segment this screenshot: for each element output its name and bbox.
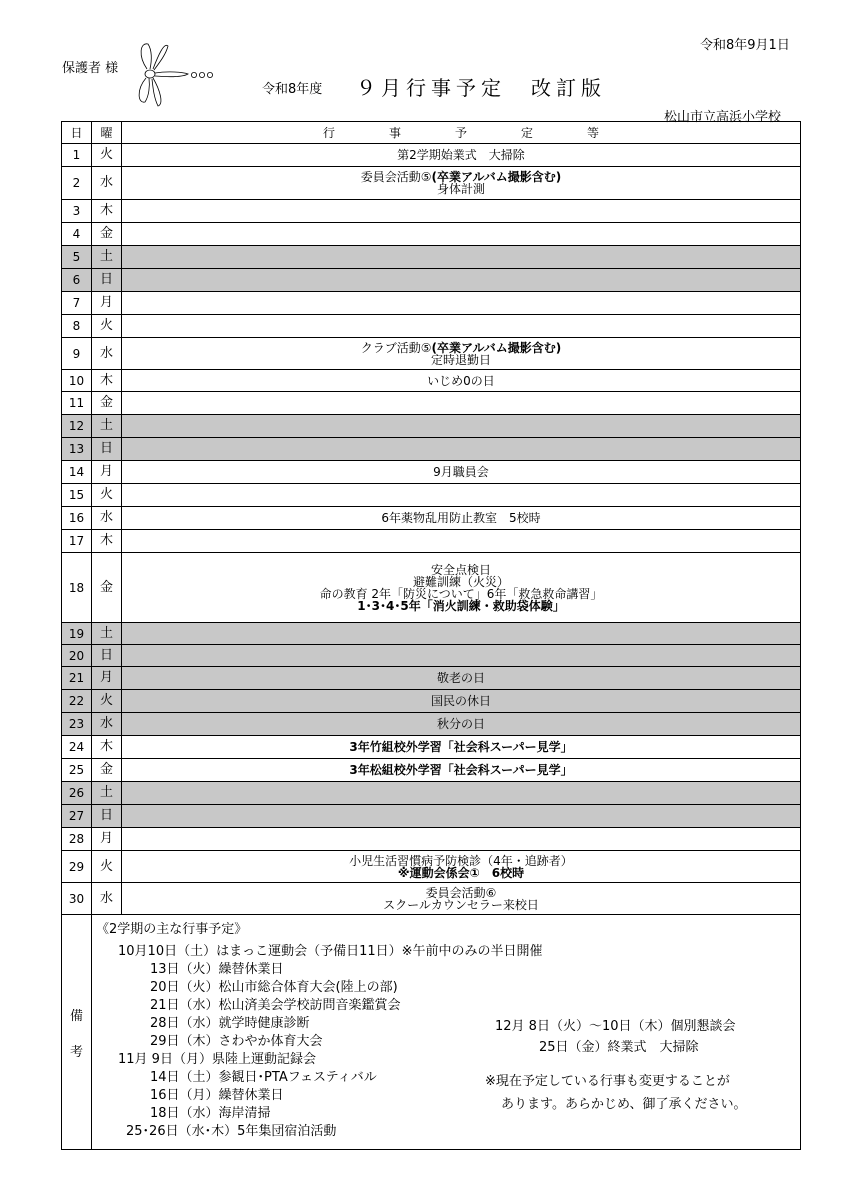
weekday-cell: 月	[92, 828, 122, 851]
table-row	[62, 759, 801, 782]
events-cell	[122, 883, 801, 915]
events-cell	[122, 246, 801, 269]
weekday-cell: 土	[92, 415, 122, 438]
remark-left-line: 29日（木）さわやか体育大会	[150, 1034, 323, 1049]
document-date: 令和8年9月1日	[700, 38, 790, 53]
table-row	[62, 828, 801, 851]
day-cell: 19	[62, 623, 92, 645]
weekday-cell: 日	[92, 805, 122, 828]
events-cell	[122, 530, 801, 553]
day-cell: 20	[62, 645, 92, 667]
events-cell	[122, 370, 801, 392]
remarks-title: 《2学期の主な行事予定》	[96, 922, 248, 937]
day-cell: 10	[62, 370, 92, 392]
table-row	[62, 690, 801, 713]
weekday-cell: 火	[92, 690, 122, 713]
event-line	[122, 466, 800, 478]
event-text: 6年薬物乱用防止教室 5校時	[381, 511, 541, 525]
event-line	[122, 512, 800, 524]
day-cell: 7	[62, 292, 92, 315]
weekday-cell: 月	[92, 461, 122, 484]
events-cell	[122, 805, 801, 828]
events-cell	[122, 292, 801, 315]
day-cell: 28	[62, 828, 92, 851]
weekday-cell: 水	[92, 883, 122, 915]
events-cell	[122, 851, 801, 883]
events-cell	[122, 167, 801, 200]
event-suffix: (卒業アルバム撮影含む)	[431, 340, 562, 355]
event-text: 1･3･4･5年「消火訓練・救助袋体験」	[357, 598, 565, 613]
day-cell: 4	[62, 223, 92, 246]
events-cell	[122, 461, 801, 484]
remark-right-line: あります。あらかじめ、御了承ください。	[501, 1097, 747, 1112]
event-text: いじめ0の日	[427, 373, 495, 388]
table-row	[62, 292, 801, 315]
schedule-table	[61, 121, 801, 915]
events-cell	[122, 507, 801, 530]
weekday-cell: 木	[92, 200, 122, 223]
event-text: 避難訓練（火災）	[412, 574, 509, 589]
weekday-cell: 火	[92, 315, 122, 338]
event-line	[122, 867, 800, 879]
remarks-section	[61, 911, 801, 1150]
day-cell: 14	[62, 461, 92, 484]
event-text: 小児生活習慣病予防検診（4年・追跡者）	[349, 853, 573, 868]
table-row	[62, 530, 801, 553]
day-cell: 2	[62, 167, 92, 200]
events-cell	[122, 690, 801, 713]
day-cell: 30	[62, 883, 92, 915]
weekday-cell: 土	[92, 623, 122, 645]
table-row	[62, 392, 801, 415]
day-cell: 12	[62, 415, 92, 438]
weekday-cell: 日	[92, 438, 122, 461]
events-cell	[122, 438, 801, 461]
weekday-cell: 金	[92, 759, 122, 782]
event-text: 9月職員会	[433, 465, 489, 479]
remark-left-line: 28日（水）就学時健康診断	[150, 1016, 310, 1031]
weekday-cell: 金	[92, 553, 122, 623]
event-line	[122, 718, 800, 730]
day-cell: 26	[62, 782, 92, 805]
table-row	[62, 269, 801, 292]
recipient-label: 保護者 様	[62, 61, 119, 76]
event-text: 3年松組校外学習「社会科スーパー見学」	[349, 763, 573, 777]
events-cell	[122, 782, 801, 805]
table-row	[62, 315, 801, 338]
weekday-cell: 土	[92, 782, 122, 805]
event-line	[122, 375, 800, 387]
day-cell: 25	[62, 759, 92, 782]
events-cell	[122, 828, 801, 851]
event-line	[122, 354, 800, 366]
table-row	[62, 553, 801, 623]
table-row	[62, 223, 801, 246]
events-cell	[122, 144, 801, 167]
fiscal-year: 令和8年度	[262, 82, 323, 97]
day-cell: 22	[62, 690, 92, 713]
weekday-cell: 火	[92, 484, 122, 507]
event-text: 秋分の日	[436, 717, 485, 731]
remarks-label: 備 考	[62, 911, 92, 1149]
event-text: 3年竹組校外学習「社会科スーパー見学」	[349, 740, 573, 754]
events-cell	[122, 623, 801, 645]
remark-left-line: 16日（月）繰替休業日	[150, 1088, 284, 1103]
day-cell: 27	[62, 805, 92, 828]
weekday-cell: 水	[92, 507, 122, 530]
table-row	[62, 645, 801, 667]
table-row	[62, 338, 801, 370]
day-cell: 9	[62, 338, 92, 370]
remark-left-line: 11月 9日（月）県陸上運動記録会	[118, 1052, 316, 1067]
event-text: 敬老の日	[436, 671, 485, 685]
event-text: 委員会活動⑤	[360, 170, 432, 184]
table-row	[62, 461, 801, 484]
event-line	[122, 183, 800, 195]
weekday-cell: 日	[92, 645, 122, 667]
weekday-cell: 月	[92, 667, 122, 690]
remark-left-line: 13日（火）繰替休業日	[150, 962, 284, 977]
events-cell	[122, 736, 801, 759]
remark-left-line: 21日（水）松山済美会学校訪問音楽鑑賞会	[150, 998, 401, 1013]
day-cell: 16	[62, 507, 92, 530]
table-row	[62, 438, 801, 461]
day-cell: 1	[62, 144, 92, 167]
events-cell	[122, 553, 801, 623]
table-row	[62, 736, 801, 759]
events-cell	[122, 713, 801, 736]
day-cell: 23	[62, 713, 92, 736]
event-text: 身体計測	[436, 182, 485, 196]
event-line	[122, 672, 800, 684]
event-text: スクールカウンセラー来校日	[383, 897, 539, 912]
header-weekday: 曜	[92, 122, 122, 144]
day-cell: 29	[62, 851, 92, 883]
header-events: 行 事 予 定 等	[122, 122, 801, 144]
events-cell	[122, 645, 801, 667]
remark-left-line: 10月10日（土）はまっこ運動会（予備日11日）※午前中のみの半日開催	[118, 944, 543, 959]
table-row	[62, 144, 801, 167]
header-day: 日	[62, 122, 92, 144]
events-cell	[122, 200, 801, 223]
table-row	[62, 713, 801, 736]
event-text: 委員会活動⑥	[425, 885, 497, 900]
remark-left-line: 18日（水）海岸清掃	[150, 1106, 271, 1121]
events-cell	[122, 484, 801, 507]
table-row	[62, 246, 801, 269]
table-header-row	[62, 122, 801, 144]
event-line	[122, 741, 800, 753]
events-cell	[122, 338, 801, 370]
event-text: ※運動会係会① 6校時	[397, 865, 525, 880]
events-cell	[122, 223, 801, 246]
events-cell	[122, 269, 801, 292]
event-line	[122, 899, 800, 911]
event-line	[122, 600, 800, 612]
event-line	[122, 764, 800, 776]
weekday-cell: 金	[92, 223, 122, 246]
remark-left-line: 25･26日（水･木）5年集団宿泊活動	[126, 1124, 337, 1139]
event-suffix: (卒業アルバム撮影含む)	[431, 170, 562, 184]
weekday-cell: 金	[92, 392, 122, 415]
weekday-cell: 月	[92, 292, 122, 315]
school-name: 松山市立高浜小学校	[664, 110, 782, 125]
table-row	[62, 782, 801, 805]
day-cell: 15	[62, 484, 92, 507]
day-cell: 3	[62, 200, 92, 223]
day-cell: 24	[62, 736, 92, 759]
table-row	[62, 507, 801, 530]
event-text: 命の教育 2年「防災について」6年「救急救命講習」	[319, 586, 603, 601]
events-cell	[122, 315, 801, 338]
weekday-cell: 水	[92, 167, 122, 200]
event-line	[122, 695, 800, 707]
day-cell: 6	[62, 269, 92, 292]
day-cell: 5	[62, 246, 92, 269]
weekday-cell: 日	[92, 269, 122, 292]
remark-left-line: 20日（火）松山市総合体育大会(陸上の部)	[150, 980, 398, 995]
weekday-cell: 土	[92, 246, 122, 269]
event-line	[122, 149, 800, 161]
table-row	[62, 167, 801, 200]
day-cell: 18	[62, 553, 92, 623]
table-row	[62, 200, 801, 223]
events-cell	[122, 759, 801, 782]
page-title: ９月行事予定 改訂版	[356, 76, 606, 100]
weekday-cell: 水	[92, 713, 122, 736]
table-row	[62, 484, 801, 507]
day-cell: 17	[62, 530, 92, 553]
day-cell: 13	[62, 438, 92, 461]
table-row	[62, 415, 801, 438]
remark-right-line: ※現在予定している行事も変更することが	[485, 1074, 730, 1089]
table-row	[62, 805, 801, 828]
weekday-cell: 木	[92, 530, 122, 553]
weekday-cell: 火	[92, 144, 122, 167]
remark-left-line: 14日（土）参観日･PTAフェスティバル	[150, 1070, 377, 1085]
weekday-cell: 水	[92, 338, 122, 370]
table-row	[62, 623, 801, 645]
remark-right-line: 12月 8日（火）～10日（木）個別懇談会	[495, 1019, 736, 1034]
events-cell	[122, 667, 801, 690]
day-cell: 21	[62, 667, 92, 690]
weekday-cell: 木	[92, 736, 122, 759]
event-text: クラブ活動⑤	[360, 340, 432, 355]
events-cell	[122, 392, 801, 415]
table-row	[62, 883, 801, 915]
remark-right-line: 25日（金）終業式 大掃除	[539, 1040, 699, 1055]
day-cell: 11	[62, 392, 92, 415]
event-text: 国民の休日	[430, 694, 491, 708]
weekday-cell: 木	[92, 370, 122, 392]
event-text: 安全点検日	[430, 562, 491, 577]
weekday-cell: 火	[92, 851, 122, 883]
event-text: 第2学期始業式 大掃除	[397, 148, 525, 162]
table-row	[62, 851, 801, 883]
table-row	[62, 370, 801, 392]
table-row	[62, 667, 801, 690]
event-text: 定時退勤日	[430, 352, 491, 367]
dragonfly-icon	[128, 38, 218, 118]
day-cell: 8	[62, 315, 92, 338]
events-cell	[122, 415, 801, 438]
